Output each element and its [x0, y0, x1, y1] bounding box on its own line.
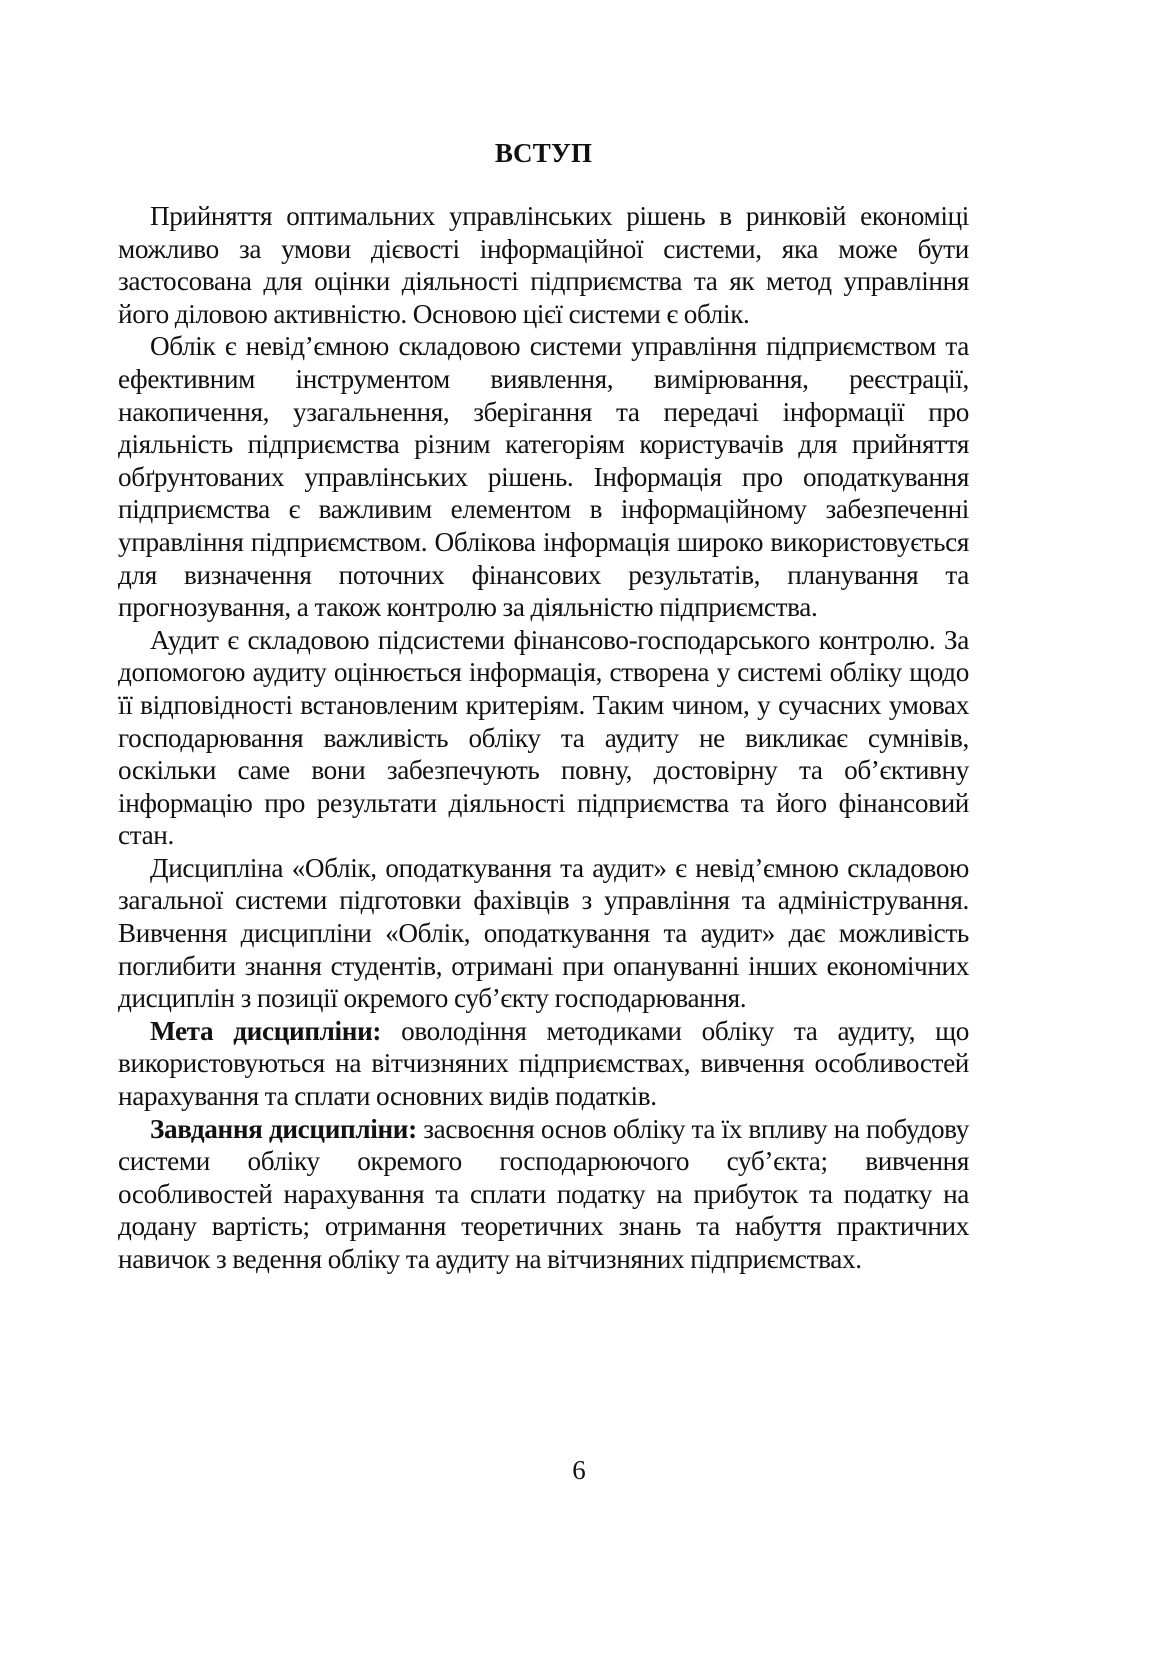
- paragraph-intro: [118, 200, 969, 330]
- paragraph-accounting: [118, 330, 969, 623]
- paragraph-text: Облік є невід’ємною складовою системи управління підприємством та ефективним інструментом виявлення, вимірювання, реєстрації, накопичення, узагальнення, зберігання та передачі інформації про діяльність підприємства різним категоріям користувачів для прийняття обґрунтованих управлінських рішень. Інформація про оподаткування підприємства є важливим елементом в інформаційному забезпеченні управління підприємством. Облікова інформація широко використовується для визначення поточних фінансових результатів, планування та прогнозування, а також контролю за діяльністю підприємства.: [118, 331, 969, 623]
- paragraph-tasks: [118, 1113, 969, 1276]
- section-heading: ВСТУП: [494, 138, 593, 168]
- tasks-label: Завдання дисципліни:: [150, 1113, 417, 1144]
- paragraph-text: Аудит є складовою підсистеми фінансово-господарського контролю. За допомогою аудиту оцінюється інформація, створена у системі обліку щодо її відповідності встановленим критеріям. Таким чином, у сучасних умовах господарювання важливість обліку та аудиту не викликає сумнівів, оскільки саме вони забезпечують повну, достовірну та об’єктивну інформацію про результати діяльності підприємства та його фінансовий стан.: [118, 624, 969, 851]
- document-page: [118, 136, 969, 1276]
- paragraph-audit: [118, 624, 969, 852]
- goal-label: Мета дисципліни:: [150, 1015, 382, 1046]
- paragraph-text: Прийняття оптимальних управлінських рішень в ринковій економіці можливо за умови дієвості інформаційної системи, яка може бути застосована для оцінки діяльності підприємства та як метод управління його діловою активністю. Основою цієї системи є облік.: [118, 201, 969, 329]
- page-number: 6: [572, 1455, 586, 1485]
- paragraph-goal: [118, 1015, 969, 1113]
- tasks-text: засвоєння основ обліку та їх впливу на побудову системи обліку окремого господарюючого суб’єкта; вивчення особливостей нарахування та сплати податку на прибуток та податку на додану вартість; отримання теоретичних знань та набуття практичних навичок з ведення обліку та аудиту на вітчизняних підприємствах.: [118, 1113, 969, 1274]
- paragraph-text: Дисципліна «Облік, оподаткування та аудит» є невід’ємною складовою загальної системи підготовки фахівців з управління та адміністрування. Вивчення дисципліни «Облік, оподаткування та аудит» дає можливість поглибити знання студентів, отримані при опануванні інших економічних дисциплін з позиції окремого суб’єкту господарювання.: [118, 852, 969, 1014]
- paragraph-discipline: [118, 852, 969, 1015]
- goal-text: оволодіння методиками обліку та аудиту, що використовуються на вітчизняних підприємствах, вивчення особливостей нарахування та сплати основних видів податків.: [118, 1015, 970, 1112]
